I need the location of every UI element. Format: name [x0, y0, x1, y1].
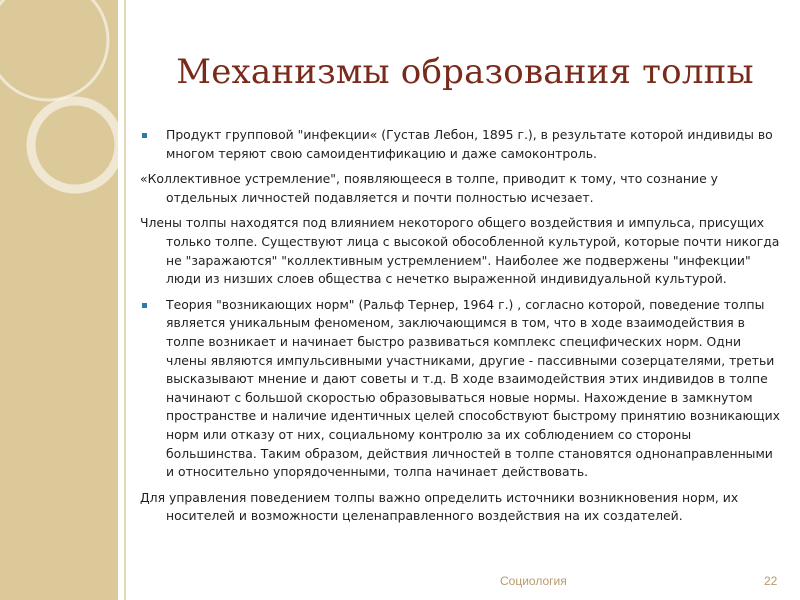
paragraph-text: Теория "возникающих норм" (Ральф Тернер, 1964 г.) , согласно которой, поведение толпы является уникальным феноменом, заключающимся в том, что в ходе взаимодействия в толпе возникает и начинает быстро развиваться комплекс специфических норм. Одни члены являются импульсивными участниками, другие - пассивными созерцателями, третьи высказывают мнение и дают советы и т.д. В ходе взаимодействия этих индивидов в толпе начинают с большой скоростью образовываться новые нормы. Нахождение в замкнутом пространстве и наличие идентичных целей способствуют быстрому принятию возникающих норм или отказу от них, социальному контролю за их соблюдением со стороны большинства. Таким образом, действия личностей в толпе становятся однонаправленными и относительно упорядоченными, толпа начинает действовать. — [166, 296, 781, 480]
decorative-circle-large — [0, 0, 108, 100]
paragraph-text: Члены толпы находятся под влиянием некоторого общего воздействия и импульса, присущих только толпе. Существуют лица с высокой обособленной культурой, которые почти никогда не "заражаются" "коллективным устремлением". Наиболее же подвержены "инфекции" люди из низших слоев общества с нечетко выраженной индивидуальной культурой. — [140, 215, 780, 287]
bullet-icon — [142, 303, 147, 308]
decorative-circle-small — [31, 101, 119, 189]
page-number: 22 — [764, 574, 778, 588]
paragraph-4 — [140, 296, 780, 482]
decorative-circles — [0, 0, 140, 260]
paragraph-5 — [140, 489, 780, 526]
paragraph-3 — [140, 214, 780, 288]
paragraph-text: Для управления поведением толпы важно определить источники возникновения норм, их носителей и возможности целенаправленного воздействия на их создателей. — [140, 489, 739, 524]
paragraph-2 — [140, 170, 780, 207]
paragraph-text: Продукт групповой "инфекции« (Густав Лебон, 1895 г.), в результате которой индивиды во многом теряют свою самоидентификацию и даже самоконтроль. — [166, 127, 773, 161]
footer-label: Социология — [500, 574, 567, 588]
paragraph-1 — [140, 126, 780, 163]
paragraph-text: «Коллективное устремление", появляющееся в толпе, приводит к тому, что сознание у отдельных личностей подавляется и почти полностью исчезает. — [140, 171, 718, 205]
slide-title: Механизмы образования толпы — [176, 52, 754, 92]
slide-content — [140, 126, 780, 533]
bullet-icon — [142, 133, 147, 138]
